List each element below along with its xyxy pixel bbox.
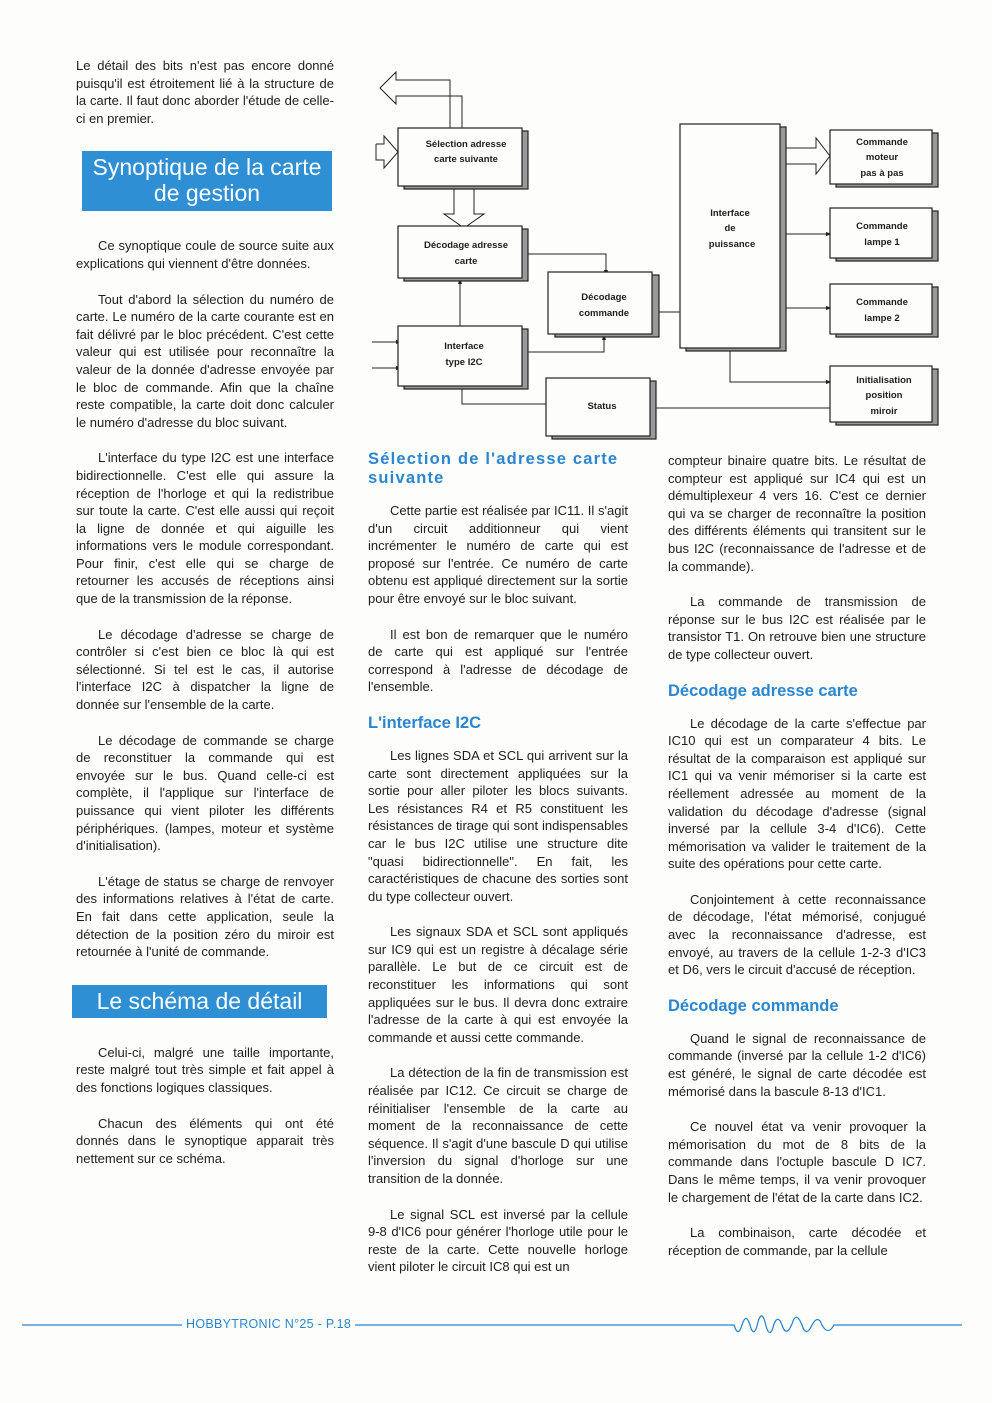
column-right bbox=[668, 452, 926, 1277]
paragraph: Le décodage d'adresse se charge de contrôler si c'est bien ce bloc là qui est sélectionné. Si tel est le cas, il autorise l'interface I2C à dispatcher la ligne de donnée sur l'ensemble de la carte. bbox=[76, 626, 334, 713]
page-number-label: HOBBYTRONIC N°25 - P.18 bbox=[182, 1317, 355, 1331]
footer-rule bbox=[22, 1310, 962, 1344]
column-middle bbox=[368, 446, 628, 1294]
subheading: L'interface I2C bbox=[368, 713, 482, 732]
paragraph: Cette partie est réalisée par IC11. Il s'agit d'un circuit additionneur qui vient incrémenter le numéro de carte qui est proposé sur l'entrée. Ce numéro de carte obtenu est appliqué directement sur la sortie pour être envoyé sur le bloc suivant. bbox=[368, 503, 628, 606]
block-diagram bbox=[368, 64, 948, 444]
block-label: Commande bbox=[856, 221, 908, 232]
paragraph: Chacun des éléments qui ont été donnés dans le synoptique apparait très nettement sur ce schéma. bbox=[76, 1115, 334, 1166]
paragraph: La commande de transmission de réponse sur le bus I2C est réalisée par le transistor T1. On retrouve bien une structure de type collecteur ouvert. bbox=[668, 594, 926, 662]
column-left bbox=[76, 57, 334, 1185]
paragraph: Quand le signal de reconnaissance de commande (inversé par la cellule 1-2 d'IC6) est généré, le signal de carte décodée est mémorisé dans la bascule 8-13 d'IC1. bbox=[668, 1030, 926, 1099]
select-to-decode-arrow bbox=[444, 186, 484, 228]
block-label: Commande bbox=[856, 137, 908, 148]
block-label: Interface bbox=[710, 208, 750, 219]
paragraph: La combinaison, carte décodée et réception de commande, par la cellule bbox=[668, 1225, 926, 1258]
paragraph: Il est bon de remarquer que le numéro de carte qui est appliqué sur l'entrée correspond à l'adresse de décodage de l'ensemble. bbox=[368, 626, 628, 695]
block-interface-puissance bbox=[680, 124, 780, 348]
paragraph: Le décodage de la carte s'effectue par IC10 qui est un comparateur 4 bits. Le résultat de la comparaison est appliqué sur IC1 qui va venir mémoriser si la carte est réellement adressée au moment de la validation du décodage d'adresse (signal inversé par la cellule 3-4 d'IC6). Cette mémorisation va valider le traitement de la suite des opérations pour cette carte. bbox=[668, 715, 926, 872]
block-label: lampe 2 bbox=[864, 313, 900, 324]
paragraph: Tout d'abord la sélection du numéro de carte. Le numéro de la carte courante est en fait délivré par le bloc précédent. C'est cette valeur qui est utilisée pour reconnaître la valeur de la donnée d'adresse envoyée par le bloc de commande. Afin que la chaîne reste compatible, la carte doit donc calculer le numéro d'adresse du bloc suivant. bbox=[76, 291, 334, 430]
block-label: moteur bbox=[865, 152, 899, 163]
paragraph: Conjointement à cette reconnaissance de décodage, l'état mémorisé, conjugué avec la reconnaissance d'adresse, est envoyé, au travers de la cellule 1-2-3 d'IC3 et D6, vers le circuit d'accusé de réception. bbox=[668, 891, 926, 978]
block-decodage-commande bbox=[548, 272, 652, 334]
block-label: Décodage bbox=[581, 292, 627, 303]
subheading: Décodage commande bbox=[668, 996, 839, 1015]
block-label: lampe 1 bbox=[864, 237, 900, 248]
block-label: pas à pas bbox=[860, 168, 904, 179]
paragraph: Ce synoptique coule de source suite aux explications qui viennent d'être données. bbox=[76, 238, 334, 271]
block-interface-i2c bbox=[398, 326, 522, 386]
block-label: miroir bbox=[870, 406, 898, 417]
block-commande-lampe-1 bbox=[830, 208, 932, 258]
paragraph: Le détail des bits n'est pas encore donné puisqu'il est étroitement lié à la structure de la carte. Il faut donc aborder l'étude de celle-ci en premier. bbox=[76, 58, 334, 126]
block-label: commande bbox=[578, 308, 630, 319]
section-heading-synoptique: Synoptique de la carte de gestion bbox=[82, 151, 332, 211]
block-label: Status bbox=[587, 401, 617, 412]
block-label: carte suivante bbox=[434, 154, 498, 165]
block-label: Sélection adresse bbox=[425, 139, 507, 150]
block-decodage-adresse bbox=[398, 226, 522, 278]
subheading: Sélection de l'adresse carte suivante bbox=[368, 450, 619, 487]
subheading: Décodage adresse carte bbox=[668, 681, 858, 700]
section-heading-schema: Le schéma de détail bbox=[72, 985, 327, 1018]
block-label: Interface bbox=[444, 341, 484, 352]
block-label: de bbox=[724, 223, 736, 234]
block-label: Initialisation bbox=[856, 375, 912, 386]
paragraph: L'interface du type I2C est une interface bidirectionnelle. C'est elle qui assure la réception de l'horloge et qui la redistribue sur toute la carte. C'est elle aussi qui reçoit la ligne de donnée et qui aiguille les informations vers le module correspondant. Pour finir, c'est elle qui se charge de retourner les accusés de réceptions ainsi que de la transmission de la réponse. bbox=[76, 450, 334, 607]
paragraph: Les signaux SDA et SCL sont appliqués sur IC9 qui est un registre à décalage série parallèle. Le but de ce circuit est de reconstituer les informations qui sont appliquées sur le bus. Il devra donc extraire l'adresse de la carte à qui est envoyée la commande et aussi cette commande. bbox=[368, 924, 628, 1045]
block-label: Commande bbox=[856, 297, 908, 308]
paragraph: L'étage de status se charge de renvoyer des informations relatives à l'état de carte. En fait dans cette application, seule la détection de la position zéro du miroir est retournée à l'unité de commande. bbox=[76, 873, 334, 960]
output-arrow bbox=[380, 72, 462, 128]
paragraph: Le signal SCL est inversé par la cellule 9-8 d'IC6 pour générer l'horloge utile pour le reste de la carte. Cette nouvelle horloge vient piloter le circuit IC8 qui est un bbox=[368, 1206, 628, 1275]
paragraph: Ce nouvel état va venir provoquer la mémorisation du mot de 8 bits de la commande dans l'octuple bascule D IC7. Dans le même temps, il va venir provoquer le chargement de l'état de la carte dans IC2. bbox=[668, 1119, 926, 1205]
wave-decoration-icon bbox=[722, 1316, 962, 1333]
block-label: puissance bbox=[708, 239, 756, 250]
block-label: carte bbox=[454, 256, 478, 267]
page-footer bbox=[22, 1310, 962, 1344]
paragraph: compteur binaire quatre bits. Le résultat de compteur est appliqué sur IC4 qui est un démultiplexeur 4 vers 16. C'est ce dernier qui va se charger de reconnaître la position des différents éléments qui transitent sur le bus I2C (reconnaissance de l'adresse et de la commande). bbox=[668, 453, 926, 574]
block-label: type I2C bbox=[445, 357, 483, 368]
paragraph: Les lignes SDA et SCL qui arrivent sur la carte sont directement appliquées sur la sortie pour aller piloter les blocs suivants. Les résistances R4 et R5 constituent les résistances de tirage qui sont indispensables car le bus I2C utilise une structure dite "quasi bidirectionnelle". En fait, les caractéristiques de chacune des sorties sont du type collecteur ouvert. bbox=[368, 747, 628, 904]
block-label: Décodage adresse bbox=[424, 240, 508, 251]
block-commande-lampe-2 bbox=[830, 284, 932, 334]
block-label: position bbox=[865, 390, 903, 401]
paragraph: Le décodage de commande se charge de reconstituer la commande qui est envoyée sur le bus. Quand celle-ci est complète, il l'applique sur l'interface de puissance qui vient piloter les différents périphériques. (lampes, moteur et système d'initialisation). bbox=[76, 732, 334, 854]
paragraph: Celui-ci, malgré une taille importante, reste malgré tout très simple et fait appel à des fonctions logiques classiques. bbox=[76, 1044, 334, 1095]
input-arrow bbox=[376, 136, 398, 168]
paragraph: La détection de la fin de transmission est réalisée par IC12. Ce circuit se charge de réinitialiser l'ensemble de la carte au moment de la reconnaissance de cette séquence. Il s'agit d'une bascule D qui utilise l'inversion du signal d'horloge sur une transition de la donnée. bbox=[368, 1065, 628, 1186]
